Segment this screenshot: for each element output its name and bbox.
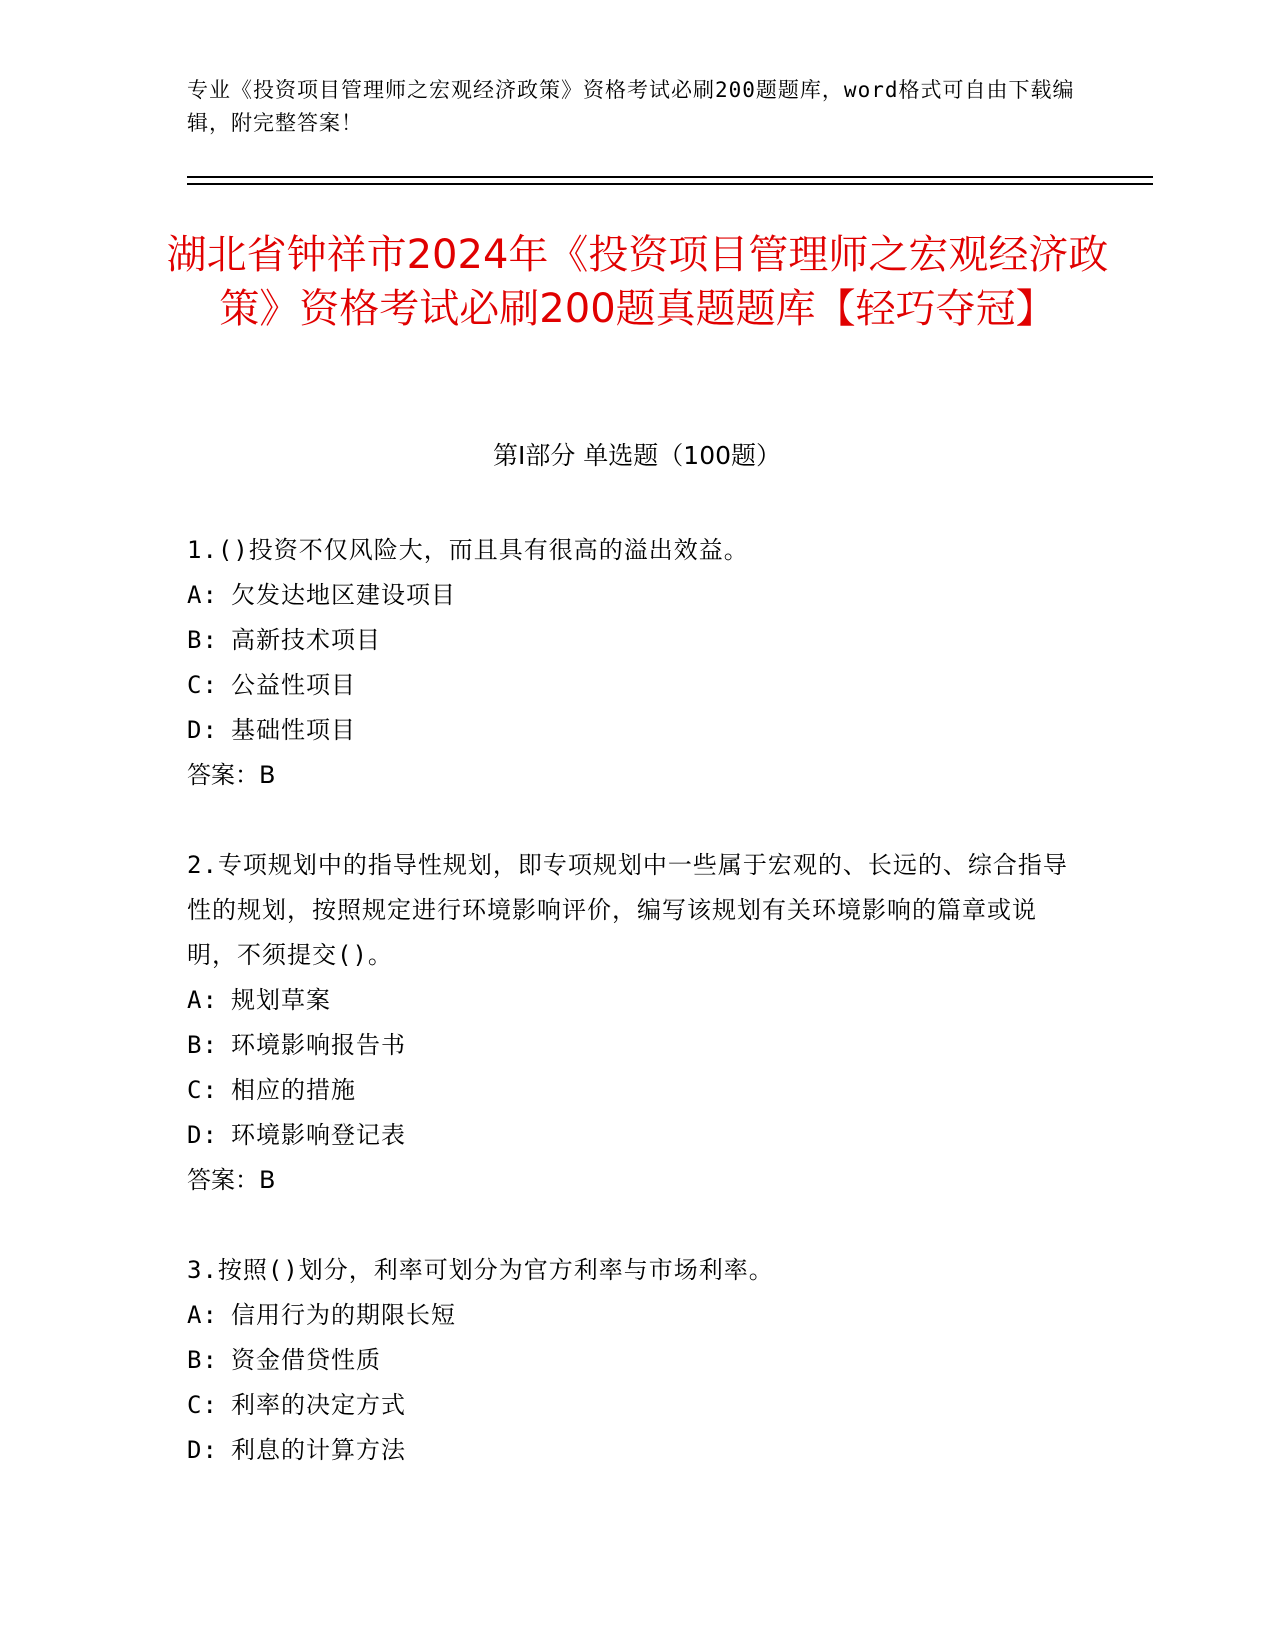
option-letter: A: (187, 1301, 218, 1329)
question-stem: 1.()投资不仅风险大，而且具有很高的溢出效益。 (187, 536, 749, 564)
section-title: 第I部分 单选题（100题） (492, 441, 782, 470)
option-letter: C: (187, 1391, 218, 1419)
document-title: 湖北省钟祥市2024年《投资项目管理师之宏观经济政策》资格考试必刷200题真题题库【轻巧夺冠】 (166, 232, 1109, 332)
option-c (187, 1383, 1077, 1428)
option-b (187, 1338, 1077, 1383)
header-divider-bottom (187, 183, 1153, 185)
option-letter: C: (187, 1076, 218, 1104)
option-text: 利息的计算方法 (231, 1436, 406, 1464)
question-stem: 3.按照()划分，利率可划分为官方利率与市场利率。 (187, 1256, 774, 1284)
option-a (187, 573, 1077, 618)
option-letter: D: (187, 1121, 218, 1149)
question-1 (187, 528, 1077, 798)
question-3 (187, 1248, 1077, 1473)
header-note: 专业《投资项目管理师之宏观经济政策》资格考试必刷200题题库，word格式可自由下载编辑，附完整答案！ (187, 78, 1075, 135)
option-a (187, 978, 1077, 1023)
option-text: 信用行为的期限长短 (231, 1301, 456, 1329)
option-d (187, 708, 1077, 753)
option-text: 公益性项目 (231, 671, 356, 699)
option-text: 利率的决定方式 (231, 1391, 406, 1419)
option-text: 资金借贷性质 (231, 1346, 381, 1374)
option-text: 规划草案 (231, 986, 331, 1014)
header-divider-top (187, 176, 1153, 178)
question-stem: 2.专项规划中的指导性规划，即专项规划中一些属于宏观的、长远的、综合指导性的规划，按照规定进行环境影响评价，编写该规划有关环境影响的篇章或说明，不须提交()。 (187, 851, 1068, 969)
answer-line: 答案：B (187, 761, 276, 789)
option-text: 欠发达地区建设项目 (231, 581, 456, 609)
option-text: 相应的措施 (231, 1076, 356, 1104)
option-a (187, 1293, 1077, 1338)
option-text: 高新技术项目 (231, 626, 381, 654)
option-letter: D: (187, 1436, 218, 1464)
question-list (187, 528, 1077, 1518)
option-b (187, 1023, 1077, 1068)
option-c (187, 663, 1077, 708)
option-letter: D: (187, 716, 218, 744)
option-letter: A: (187, 581, 218, 609)
option-d (187, 1113, 1077, 1158)
option-text: 环境影响报告书 (231, 1031, 406, 1059)
option-letter: B: (187, 1031, 218, 1059)
option-letter: B: (187, 1346, 218, 1374)
question-2 (187, 843, 1077, 1203)
option-letter: A: (187, 986, 218, 1014)
option-text: 环境影响登记表 (231, 1121, 406, 1149)
option-letter: C: (187, 671, 218, 699)
answer-line: 答案：B (187, 1166, 276, 1194)
option-text: 基础性项目 (231, 716, 356, 744)
option-letter: B: (187, 626, 218, 654)
option-c (187, 1068, 1077, 1113)
option-d (187, 1428, 1077, 1473)
option-b (187, 618, 1077, 663)
